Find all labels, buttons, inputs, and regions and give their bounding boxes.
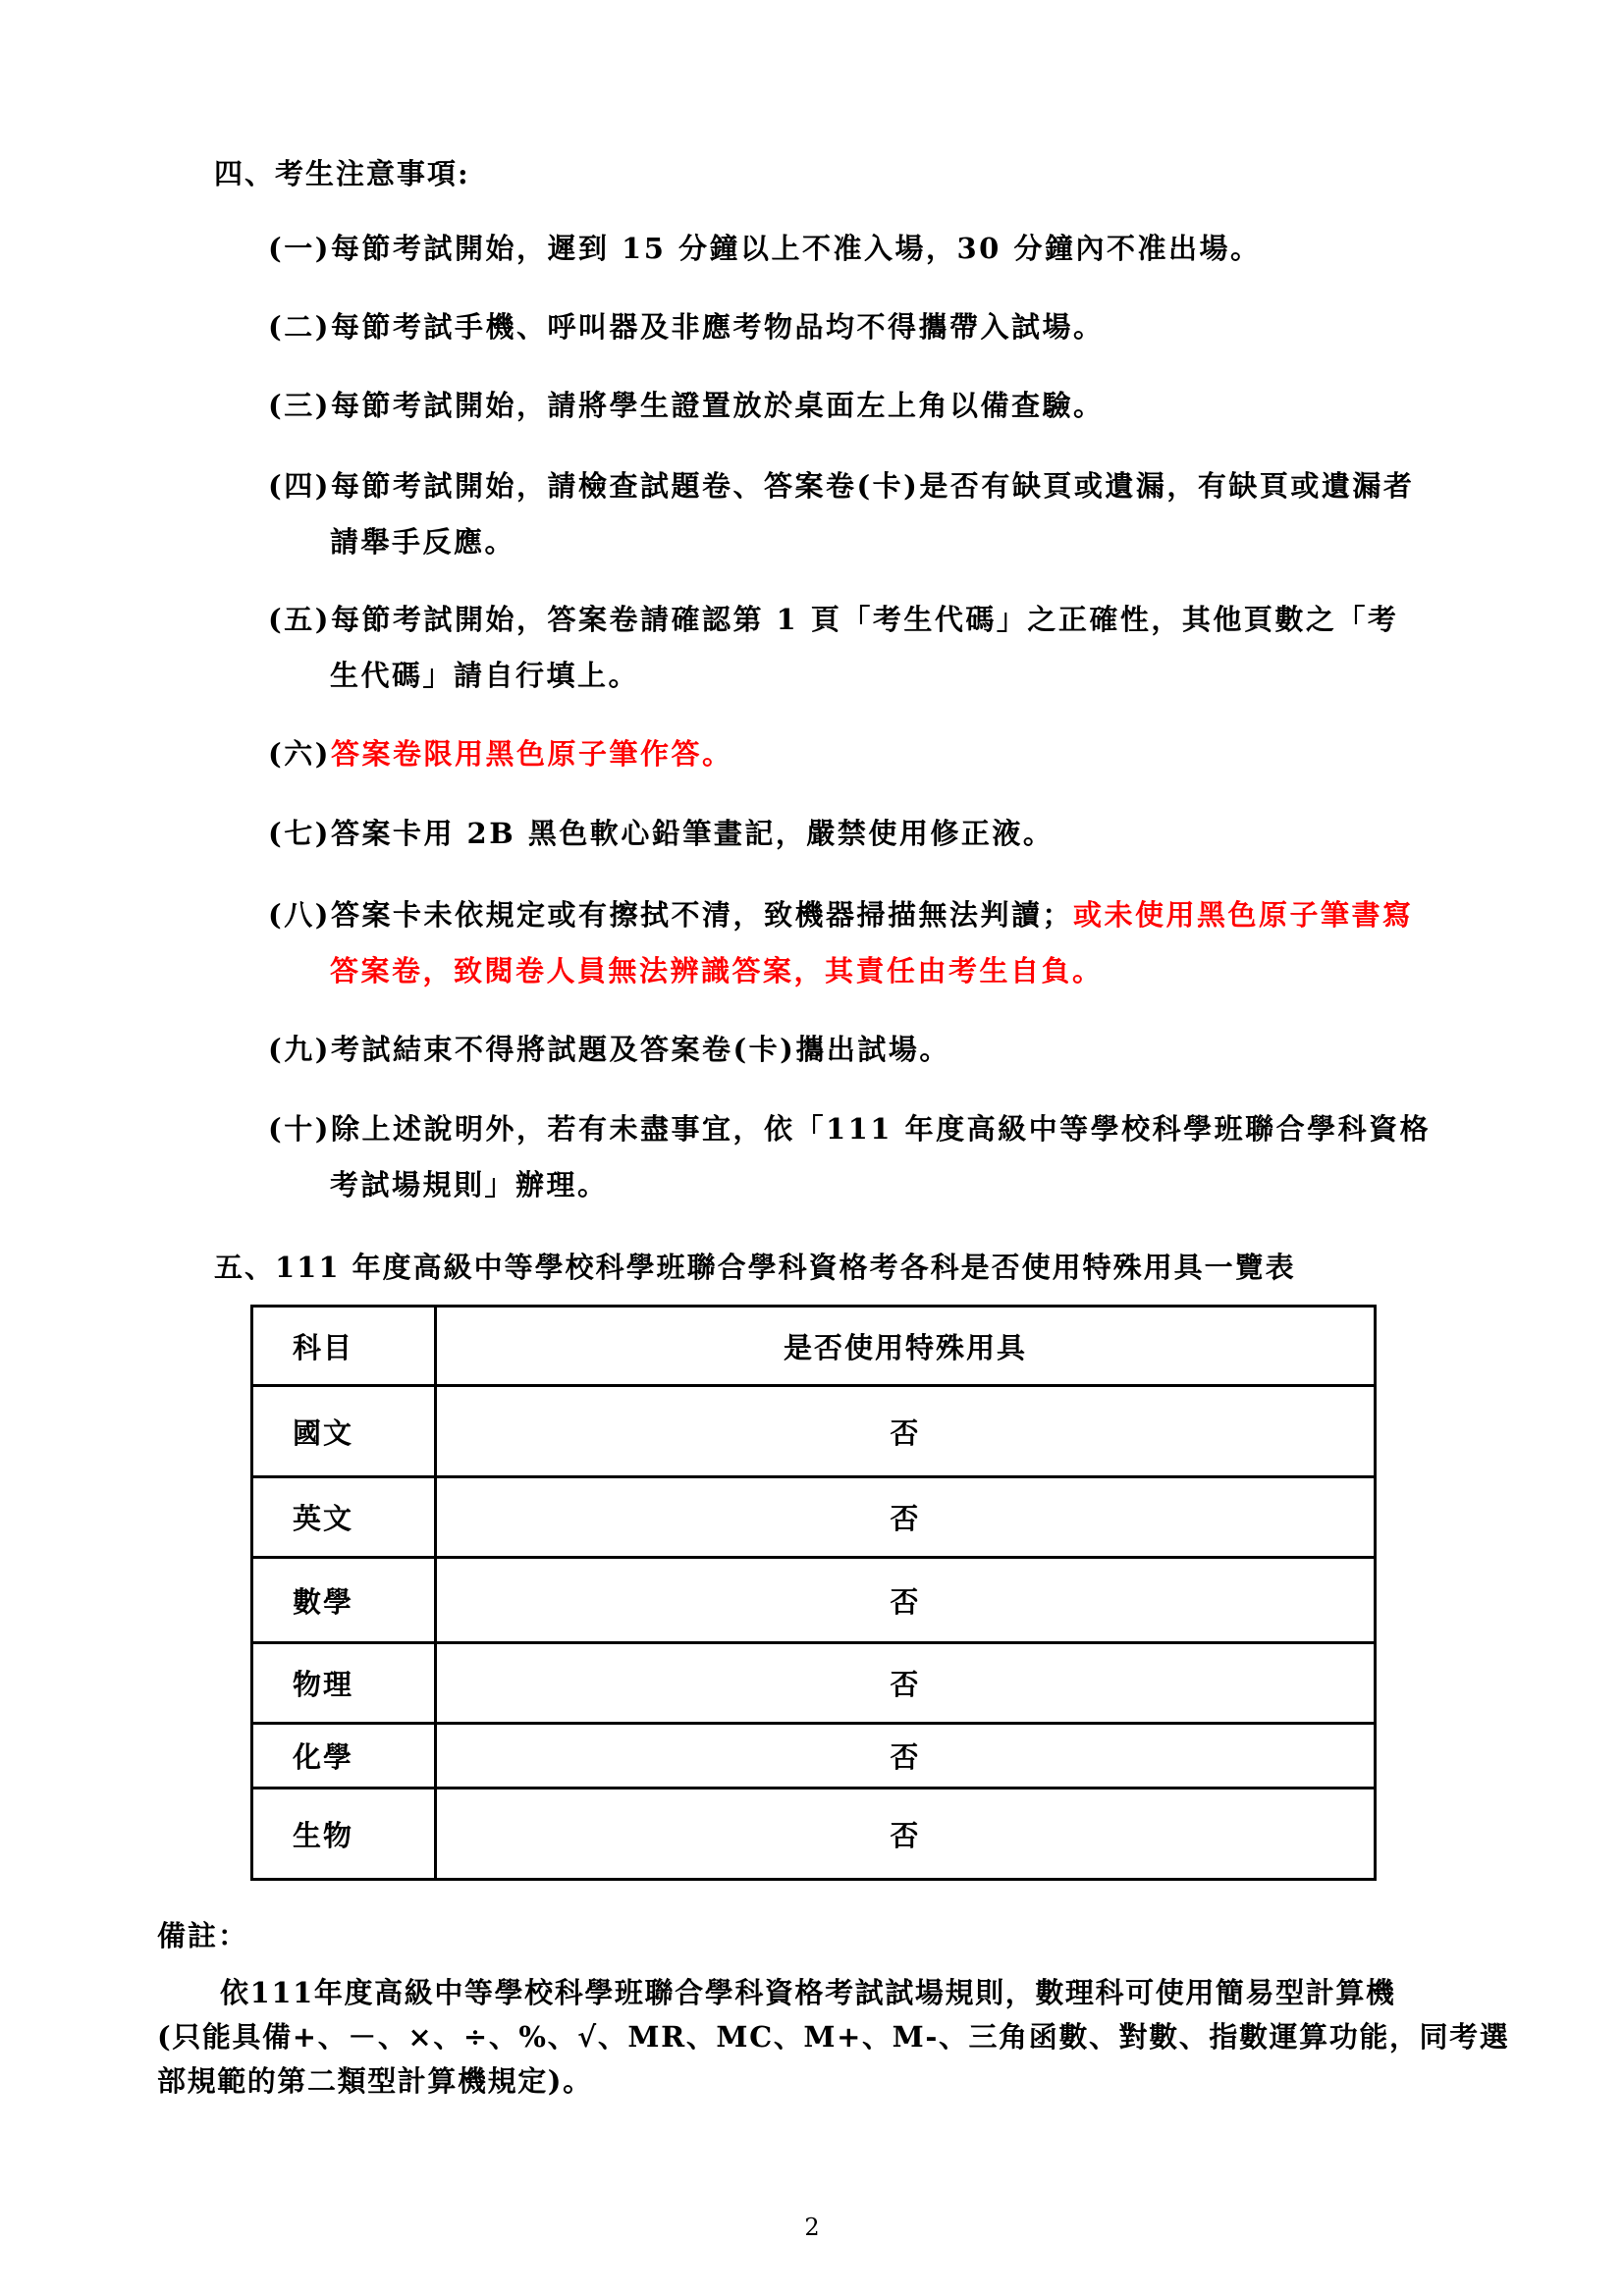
table-row [252,1789,1376,1880]
cell-subject: 生物 [252,1789,436,1880]
cell-subject: 數學 [252,1558,436,1643]
cell-tools: 否 [436,1386,1376,1477]
section-4-title: 四、考生注意事項: [214,157,470,190]
table-row [252,1643,1376,1724]
cell-tools: 否 [436,1477,1376,1558]
notice-item-6-warning: 答案卷限用黑色原子筆作答。 [330,737,733,771]
cell-subject: 物理 [252,1643,436,1724]
notice-item-8-line2: 答案卷，致閱卷人員無法辨識答案，其責任由考生自負。 [330,954,1104,988]
note-body [157,1971,1510,2104]
notice-item-3-text: (三)每節考試開始，請將學生證置放於桌面左上角以備查驗。 [268,389,1105,422]
notice-item-2 [268,299,1486,355]
notice-item-2-text: (二)每節考試手機、呼叫器及非應考物品均不得攜帶入試場。 [268,310,1105,344]
notice-item-1-text: (一)每節考試開始，遲到 15 分鐘以上不准入場，30 分鐘內不准出場。 [268,232,1262,265]
notice-item-6-prefix: (六) [268,737,331,771]
table-row [252,1724,1376,1789]
notice-item-4-line1: (四)每節考試開始，請檢查試題卷、答案卷(卡)是否有缺頁或遺漏，有缺頁或遺漏者 [268,469,1415,503]
notice-item-8-line1: (八)答案卡未依規定或有擦拭不清，致機器掃描無法判讀； [268,898,1073,932]
cell-subject: 英文 [252,1477,436,1558]
notice-item-5-line2: 生代碼」請自行填上。 [330,659,640,692]
header-subject: 科目 [252,1307,436,1386]
table-row [252,1477,1376,1558]
section-5-title: 五、111 年度高級中等學校科學班聯合學科資格考各科是否使用特殊用具一覽表 [214,1251,1296,1284]
notice-item-3 [268,378,1486,434]
notice-item-10-line2: 考試場規則」辦理。 [330,1168,609,1201]
cell-tools: 否 [436,1643,1376,1724]
note-line-3: 部規範的第二類型計算機規定)。 [157,2064,593,2098]
notice-item-8 [268,887,1486,999]
note-line-2: (只能具備+、－、×、÷、%、√、MR、MC、M+、M-、三角函數、對數、指數運算功能，同考選 [157,2020,1510,2054]
table-row [252,1386,1376,1477]
notice-item-10 [268,1101,1486,1213]
special-tools-table [250,1305,1377,1881]
notice-item-1 [268,221,1486,277]
header-special-tools: 是否使用特殊用具 [436,1307,1376,1386]
notice-item-10-line1: (十)除上述說明外，若有未盡事宜，依「111 年度高級中等學校科學班聯合學科資格 [268,1112,1432,1146]
cell-tools: 否 [436,1724,1376,1789]
cell-tools: 否 [436,1789,1376,1880]
notice-item-9 [268,1022,1486,1078]
page-number: 2 [804,2214,820,2241]
note-line-1: 依111年度高級中等學校科學班聯合學科資格考試試場規則，數理科可使用簡易型計算機 [220,1976,1396,2009]
notice-item-5 [268,592,1486,704]
note-title: 備註： [157,1919,249,1952]
notice-item-9-text: (九)考試結束不得將試題及答案卷(卡)攜出試場。 [268,1033,950,1066]
notice-item-6 [268,726,1486,782]
table-header-row [252,1307,1376,1386]
notice-item-5-line1: (五)每節考試開始，答案卷請確認第 1 頁「考生代碼」之正確性，其他頁數之「考 [268,603,1399,636]
cell-subject: 國文 [252,1386,436,1477]
notice-item-4-line2: 請舉手反應。 [330,525,516,559]
cell-tools: 否 [436,1558,1376,1643]
notice-item-7 [268,806,1486,862]
notice-item-8-warning: 或未使用黑色原子筆書寫 [1072,898,1414,932]
notice-item-4 [268,458,1486,570]
table-row [252,1558,1376,1643]
cell-subject: 化學 [252,1724,436,1789]
notice-item-7-text: (七)答案卡用 2B 黑色軟心鉛筆畫記，嚴禁使用修正液。 [268,817,1055,850]
